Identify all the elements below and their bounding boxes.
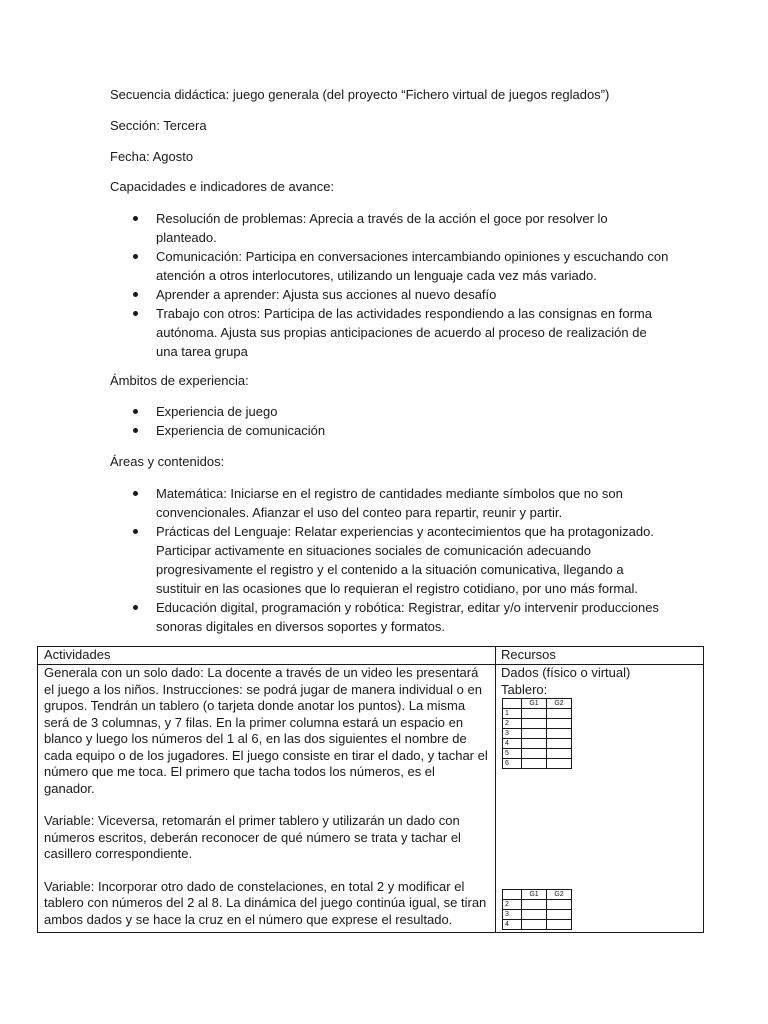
areas-list: [110, 484, 670, 636]
section-line: Sección: Tercera: [110, 118, 207, 133]
table-header-row: [38, 647, 703, 665]
capacities-heading: Capacidades e indicadores de avance:: [110, 179, 335, 194]
board-row: [503, 709, 572, 719]
board-cell: [503, 890, 522, 900]
ambitos-list: [110, 402, 670, 440]
resource-board-label: Tablero:: [501, 681, 548, 697]
board-cell: 4: [503, 739, 522, 749]
list-item: Resolución de problemas: Aprecia a través de la acción el goce por resolver lo planteado.: [110, 209, 670, 247]
board-row: [503, 910, 572, 920]
list-item: Trabajo con otros: Participa de las actividades respondiendo a las consignas en forma autónoma. Ajusta sus propias anticipaciones de acuerdo al proceso de realización de una tarea grupa: [110, 304, 670, 361]
board-row: [503, 729, 572, 739]
score-board-2: [502, 889, 572, 930]
board-row: [503, 739, 572, 749]
activity-paragraph: Generala con un solo dado: La docente a través de un video les presentará el juego a los niños. Instrucciones: se podrá jugar de manera individual o en grupos. Tendrán un tablero (o tarjeta donde anotar los puntos). La misma será de 3 columnas, y 7 filas. En la primer columna estará un espacio en blanco y luego los números del 1 al 6, en las dos siguientes el nombre de cada equipo o de los jugadores. El juego consiste en tirar el dado, y tachar el número que me toca. El primero que tacha todos los números, es el ganador.: [44, 665, 488, 796]
board-cell: G1: [522, 890, 547, 900]
activity-paragraph: Variable: Viceversa, retomarán el primer tablero y utilizarán un dado con números escritos, deberán reconocer de qué número se trata y tachar el casillero correspondiente.: [44, 813, 461, 861]
list-item: Aprender a aprender: Ajusta sus acciones al nuevo desafío: [110, 285, 670, 304]
board-header-row: [503, 890, 572, 900]
board-cell: 2: [503, 900, 522, 910]
activity-paragraph: Variable: Incorporar otro dado de constelaciones, en total 2 y modificar el tablero con números del 2 al 8. La dinámica del juego continúa igual, se tiran ambos dados y se hace la cruz en el número que exprese el resultado.: [44, 878, 487, 927]
board-row: [503, 900, 572, 910]
board-cell: G2: [547, 890, 572, 900]
list-item: Educación digital, programación y robótica: Registrar, editar y/o intervenir producciones sonoras digitales en diversos soportes y formatos.: [110, 598, 670, 636]
score-board-1: [502, 698, 572, 769]
board-cell: 3: [503, 729, 522, 739]
board-row: [503, 749, 572, 759]
board-cell: G1: [522, 699, 547, 709]
date-line: Fecha: Agosto: [110, 149, 194, 164]
board-cell: [503, 699, 522, 709]
areas-heading: Áreas y contenidos:: [110, 454, 225, 469]
board-cell: 2: [503, 719, 522, 729]
board-cell: 4: [503, 920, 522, 930]
capacities-list: [110, 209, 670, 361]
list-item: Matemática: Iniciarse en el registro de cantidades mediante símbolos que no son convencionales. Afianzar el uso del conteo para repartir, reunir y partir.: [110, 484, 670, 522]
board-row: [503, 759, 572, 769]
board-row: [503, 920, 572, 930]
list-item: Comunicación: Participa en conversaciones intercambiando opiniones y escuchando con atención a otros interlocutores, utilizando un lenguaje cada vez más variado.: [110, 247, 670, 285]
board-cell: 6: [503, 759, 522, 769]
activities-table: [37, 646, 704, 933]
resource-dice: Dados (físico o virtual): [501, 665, 631, 680]
list-item: Experiencia de juego: [110, 402, 670, 421]
resources-header: Recursos: [501, 647, 556, 662]
activities-cell: [44, 665, 489, 944]
activities-header: Actividades: [44, 647, 111, 662]
board-row: [503, 719, 572, 729]
board-cell: G2: [547, 699, 572, 709]
board-header-row: [503, 699, 572, 709]
list-item: Prácticas del Lenguaje: Relatar experiencias y acontecimientos que ha protagonizado. Participar activamente en situaciones sociales de comunicación adecuando progresivamente el registro y el contenido a la situación comunicativa, llegando a sustituir en las ocasiones que lo requieran el registro cotidiano, por uno más formal.: [110, 522, 670, 598]
ambitos-heading: Ámbitos de experiencia:: [110, 373, 249, 388]
board-cell: 1: [503, 709, 522, 719]
list-item: Experiencia de comunicación: [110, 421, 670, 440]
column-divider: [495, 647, 496, 932]
resources-cell: [501, 665, 696, 698]
document-title: Secuencia didáctica: juego generala (del proyecto “Fichero virtual de juegos reglados”): [110, 87, 610, 102]
board-cell: 5: [503, 749, 522, 759]
board-cell: 3: [503, 910, 522, 920]
